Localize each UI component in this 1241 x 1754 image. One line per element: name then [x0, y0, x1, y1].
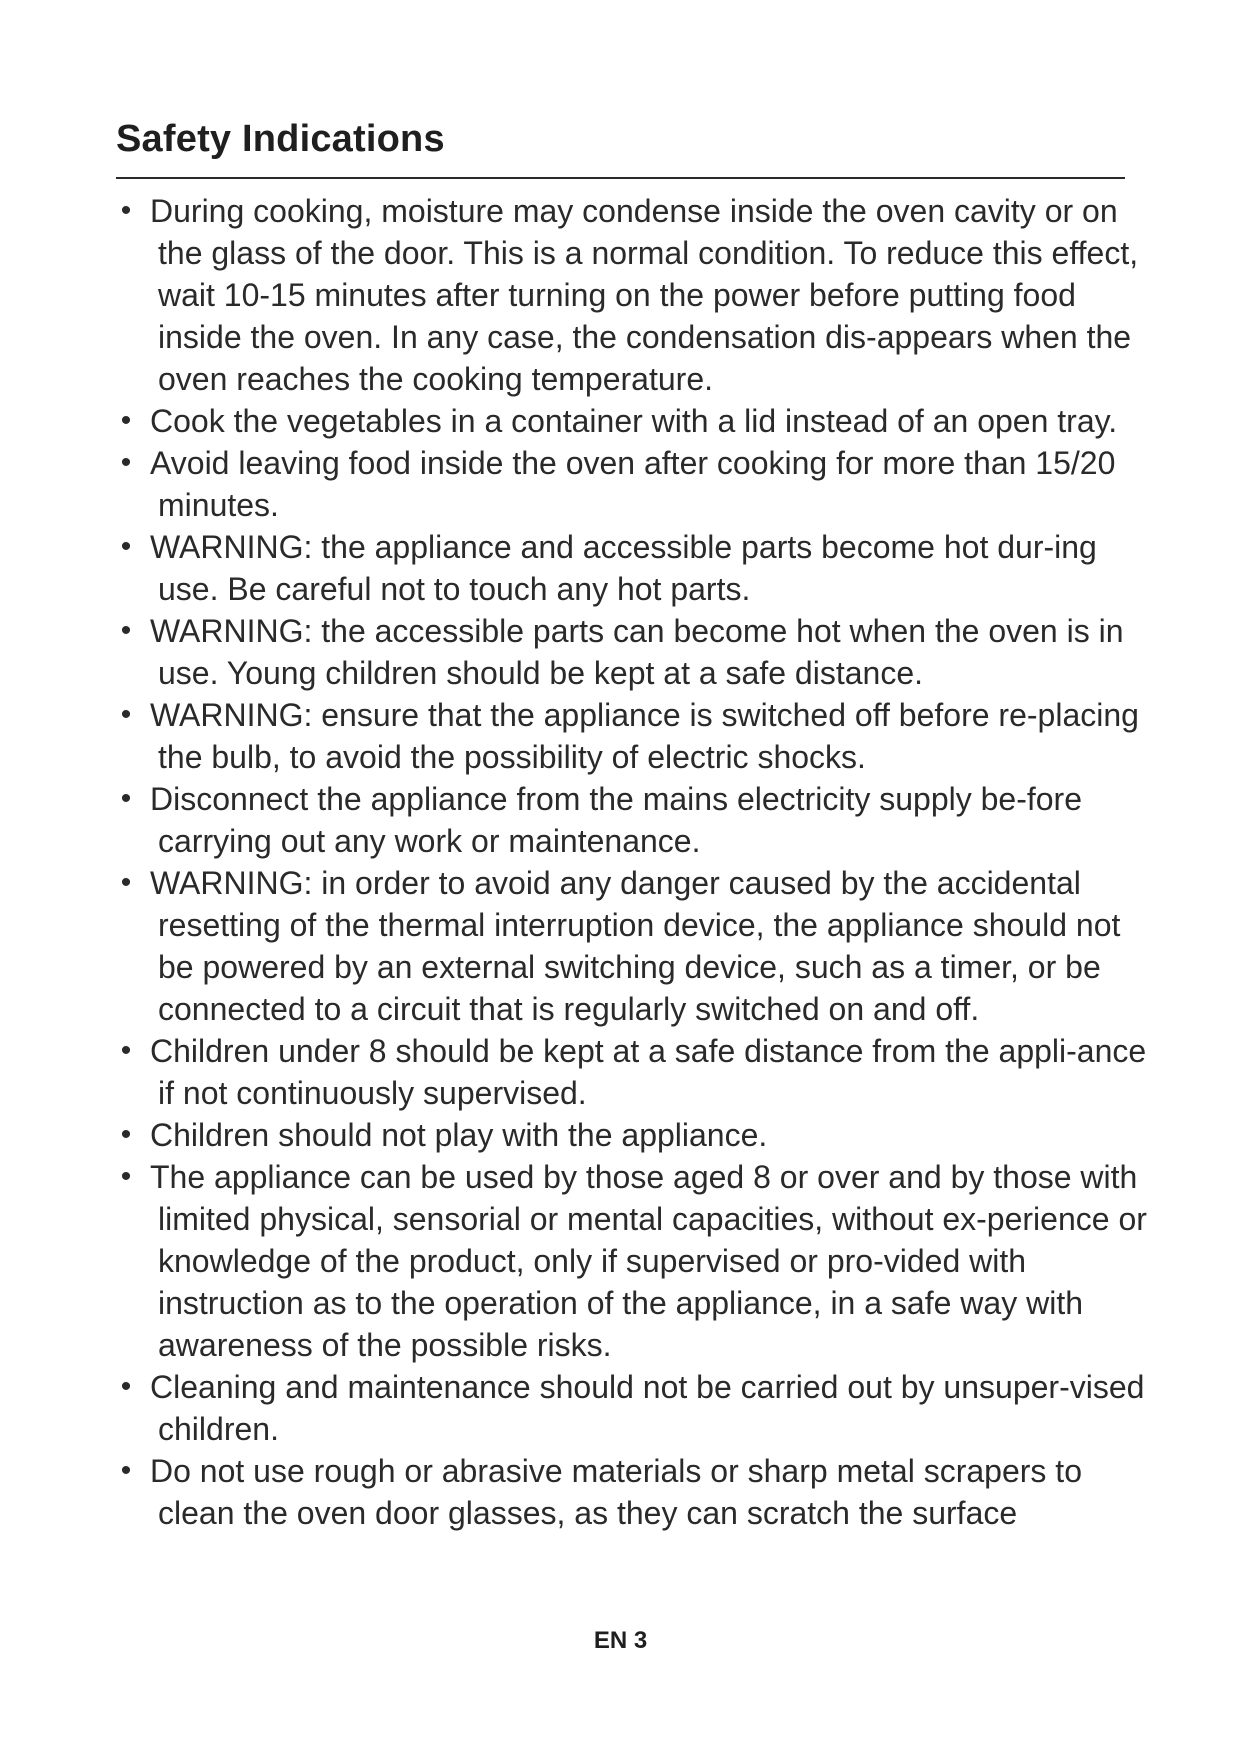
list-item — [116, 610, 1156, 694]
list-item — [116, 1030, 1156, 1114]
bullet-icon: • — [120, 866, 132, 899]
list-item — [116, 400, 1156, 442]
list-item-text: Disconnect the appliance from the mains electricity supply be-fore carrying out any work or maintenance. — [150, 781, 1082, 859]
list-item — [116, 1450, 1156, 1534]
list-item-text: WARNING: ensure that the appliance is switched off before re-placing the bulb, to avoid the possibility of electric shocks. — [150, 697, 1139, 775]
list-item-text: Cook the vegetables in a container with a lid instead of an open tray. — [150, 403, 1118, 439]
bullet-icon: • — [120, 782, 132, 815]
bullet-icon: • — [120, 194, 132, 227]
list-item — [116, 190, 1156, 400]
list-item — [116, 1156, 1156, 1366]
bullet-icon: • — [120, 1034, 132, 1067]
bullet-icon: • — [120, 614, 132, 647]
list-item-text: Children should not play with the appliance. — [150, 1117, 768, 1153]
bullet-icon: • — [120, 1370, 132, 1403]
list-item — [116, 862, 1156, 1030]
list-item-text: WARNING: in order to avoid any danger caused by the accidental resetting of the thermal interruption device, the appliance should not be powered by an external switching device, such as a timer, or be connected to a circuit that is regularly switched on and off. — [150, 865, 1121, 1027]
bullet-icon: • — [120, 1160, 132, 1193]
list-item-text: The appliance can be used by those aged 8 or over and by those with limited physical, sensorial or mental capacities, without ex-perience or knowledge of the product, only if supervised or pro-vided with instruction as to the operation of the appliance, in a safe way with awareness of the possible risks. — [150, 1159, 1147, 1363]
list-item — [116, 1366, 1156, 1450]
list-item-text: During cooking, moisture may condense inside the oven cavity or on the glass of the door. This is a normal condition. To reduce this effect, wait 10-15 minutes after turning on the power before putting food inside the oven. In any case, the condensation dis-appears when the oven reaches the cooking temperature. — [150, 193, 1139, 397]
list-item-text: Cleaning and maintenance should not be carried out by unsuper-vised children. — [150, 1369, 1145, 1447]
list-item-text: Children under 8 should be kept at a safe distance from the appli-ance if not continuously supervised. — [150, 1033, 1147, 1111]
list-item-text: Avoid leaving food inside the oven after cooking for more than 15/20 minutes. — [150, 445, 1116, 523]
bullet-icon: • — [120, 698, 132, 731]
bullet-icon: • — [120, 530, 132, 563]
list-item — [116, 778, 1156, 862]
list-item — [116, 694, 1156, 778]
bullet-icon: • — [120, 1118, 132, 1151]
safety-list — [116, 190, 1156, 1534]
list-item-text: WARNING: the accessible parts can become hot when the oven is in use. Young children should be kept at a safe distance. — [150, 613, 1124, 691]
bullet-icon: • — [120, 446, 132, 479]
list-item-text: Do not use rough or abrasive materials or sharp metal scrapers to clean the oven door glasses, as they can scratch the surface — [150, 1453, 1082, 1531]
bullet-icon: • — [120, 404, 132, 437]
list-item-text: WARNING: the appliance and accessible parts become hot dur-ing use. Be careful not to touch any hot parts. — [150, 529, 1097, 607]
bullet-icon: • — [120, 1454, 132, 1487]
list-item — [116, 1114, 1156, 1156]
title-underline — [116, 177, 1125, 179]
list-item — [116, 526, 1156, 610]
page-number: EN 3 — [593, 1627, 648, 1654]
section-title: Safety Indications — [116, 118, 445, 160]
list-item — [116, 442, 1156, 526]
